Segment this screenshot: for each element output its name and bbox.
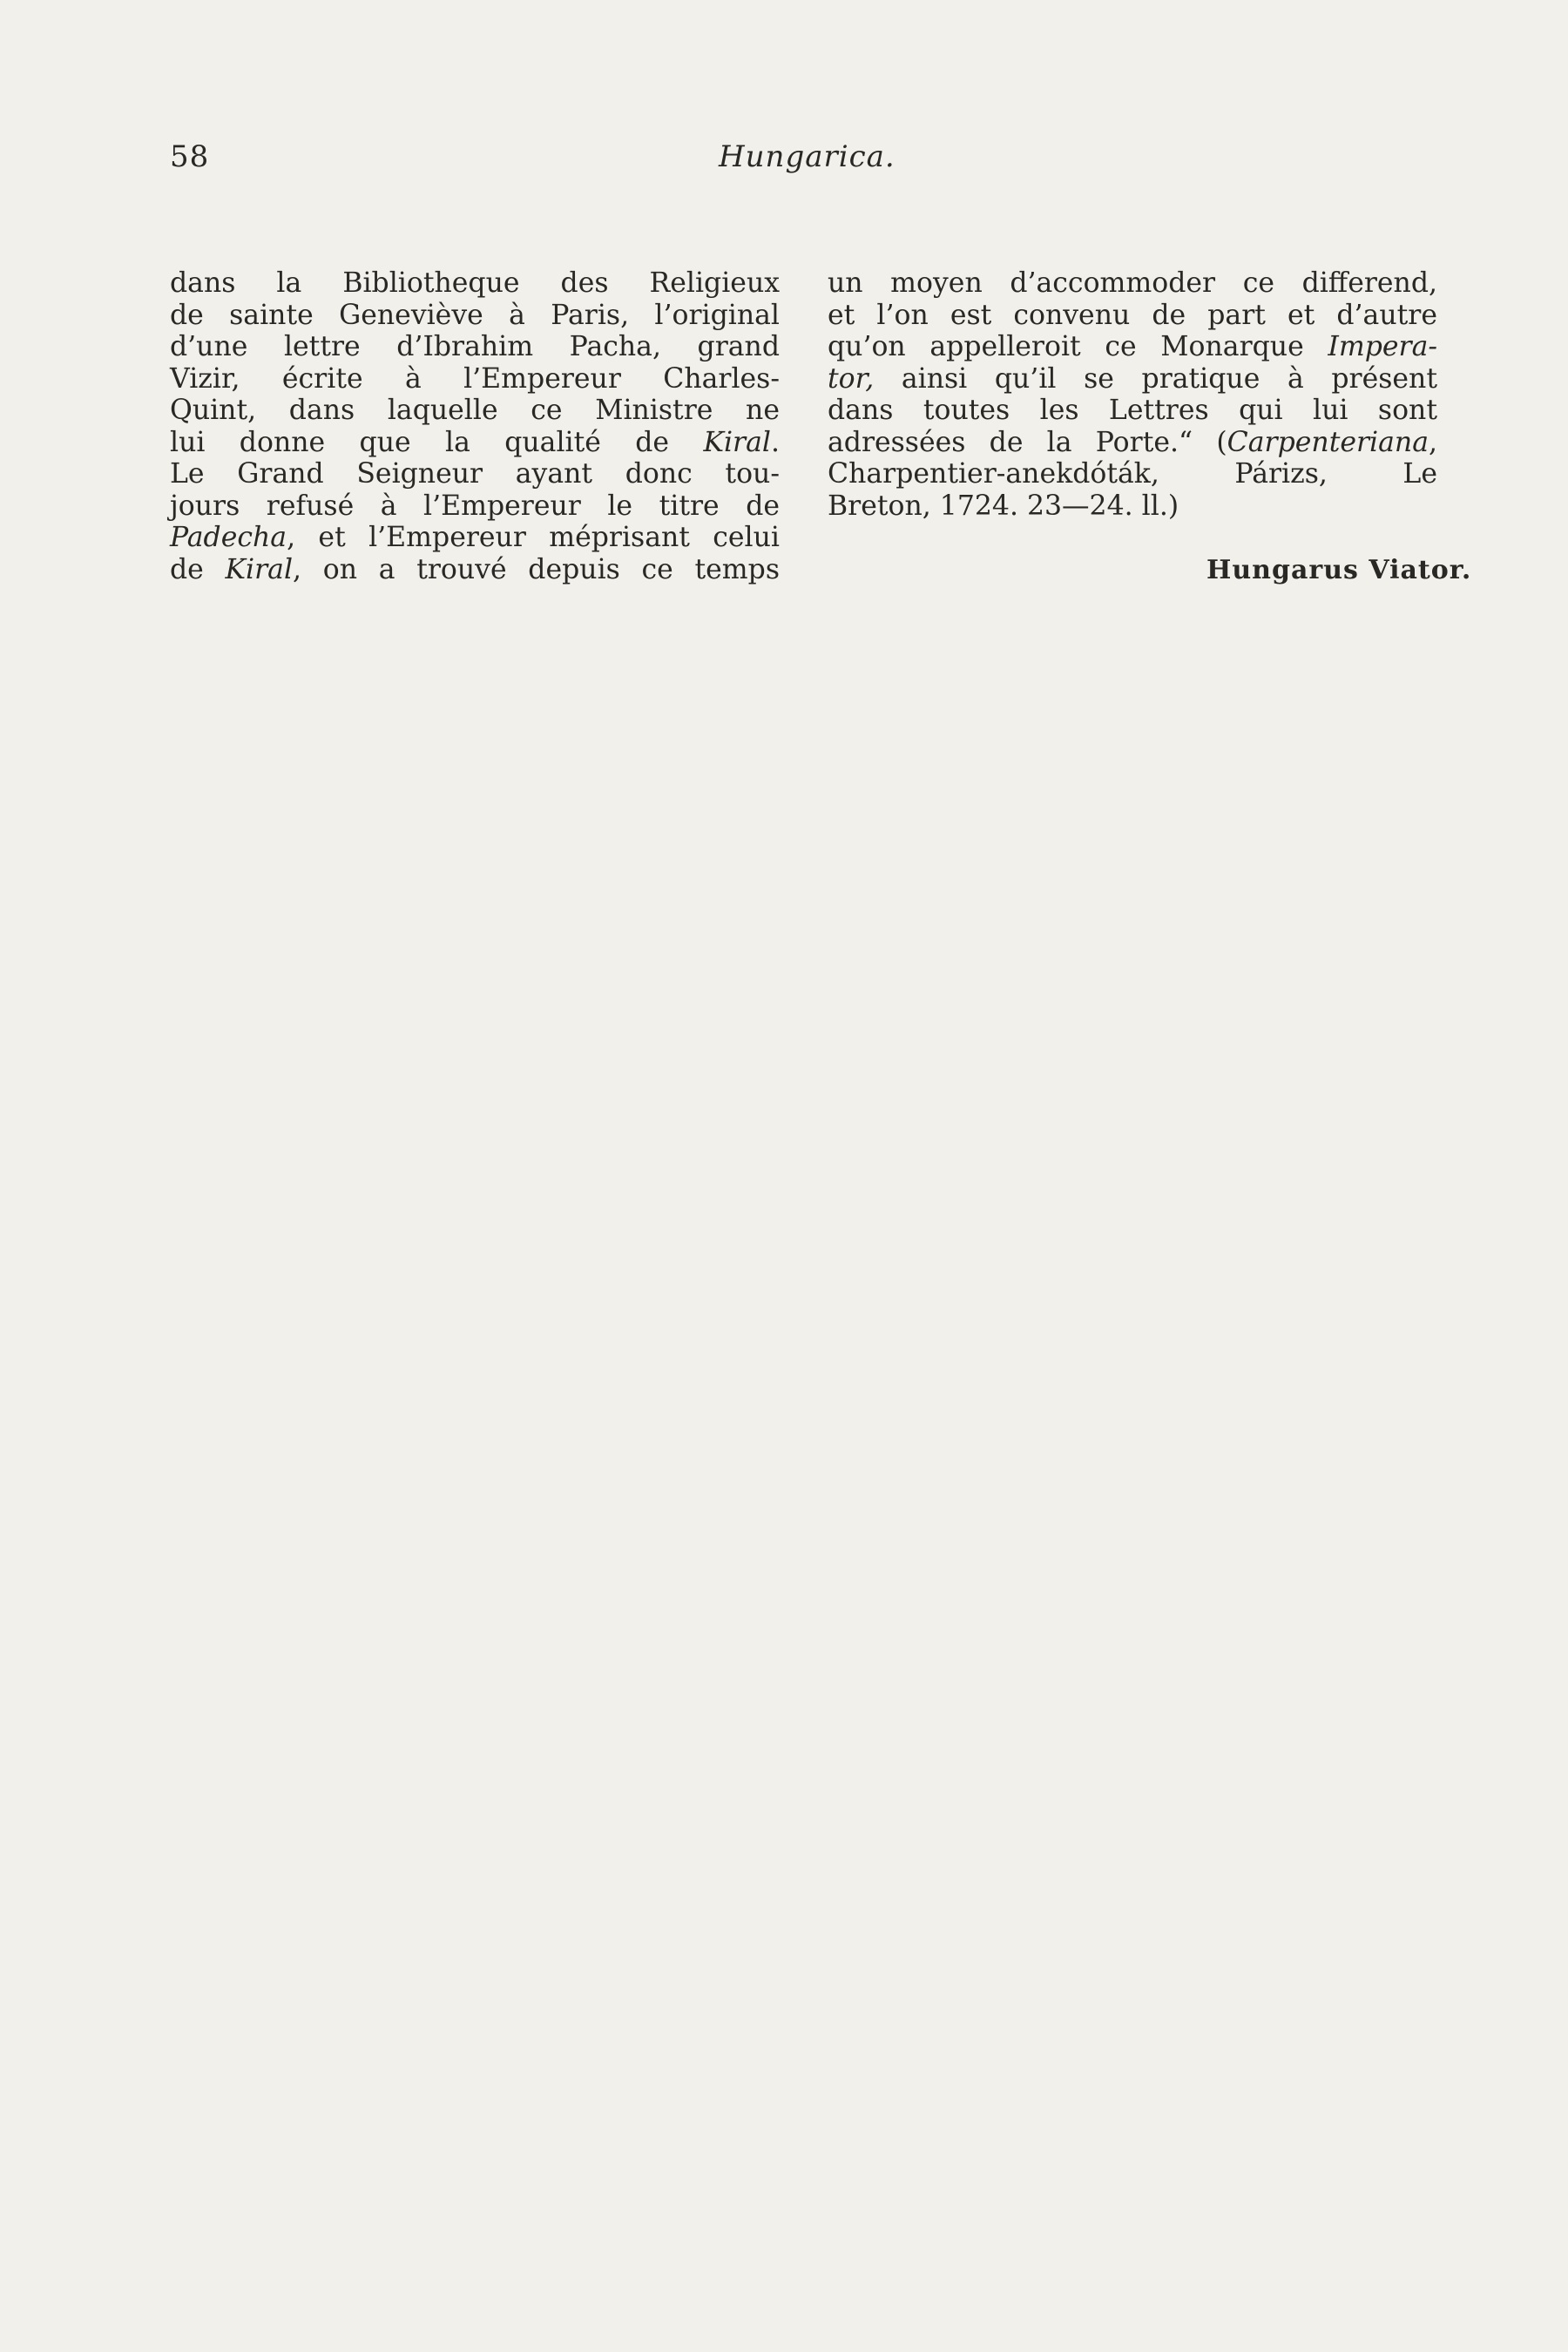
text-line: un moyen d’accommoder ce differend, [828, 267, 1437, 299]
text-line: adressées de la Porte.“ (Carpenteriana, [828, 426, 1437, 458]
text-line: lui donne que la qualité de Kiral. [170, 426, 780, 458]
text-line: d’une lettre d’Ibrahim Pacha, grand [170, 331, 780, 362]
author-signature: Hungarus Viator. [1206, 555, 1472, 585]
running-title: Hungarica. [719, 139, 896, 174]
right-text-column [828, 267, 1437, 522]
page-number: 58 [170, 139, 210, 174]
text-line: dans la Bibliotheque des Religieux [170, 267, 780, 299]
text-line: de sainte Geneviève à Paris, l’original [170, 299, 780, 331]
text-line: Quint, dans laquelle ce Ministre ne [170, 395, 780, 426]
text-line: Charpentier-anekdóták, Párizs, Le [828, 458, 1437, 490]
text-line: dans toutes les Lettres qui lui sont [828, 395, 1437, 426]
text-line: qu’on appelleroit ce Monarque Impera- [828, 331, 1437, 362]
text-line: Padecha, et l’Empereur méprisant celui [170, 522, 780, 553]
text-line: Breton, 1724. 23—24. ll.) [828, 490, 1179, 522]
text-line: et l’on est convenu de part et d’autre [828, 299, 1437, 331]
page-header [170, 139, 1433, 183]
left-text-column [170, 267, 780, 585]
text-line: tor, ainsi qu’il se pratique à présent [828, 362, 1437, 395]
text-line: Le Grand Seigneur ayant donc tou- [170, 458, 780, 490]
text-line: de Kiral, on a trouvé depuis ce temps [170, 553, 780, 585]
text-line: jours refusé à l’Empereur le titre de [170, 490, 780, 522]
text-line: Vizir, écrite à l’Empereur Charles- [170, 362, 780, 395]
